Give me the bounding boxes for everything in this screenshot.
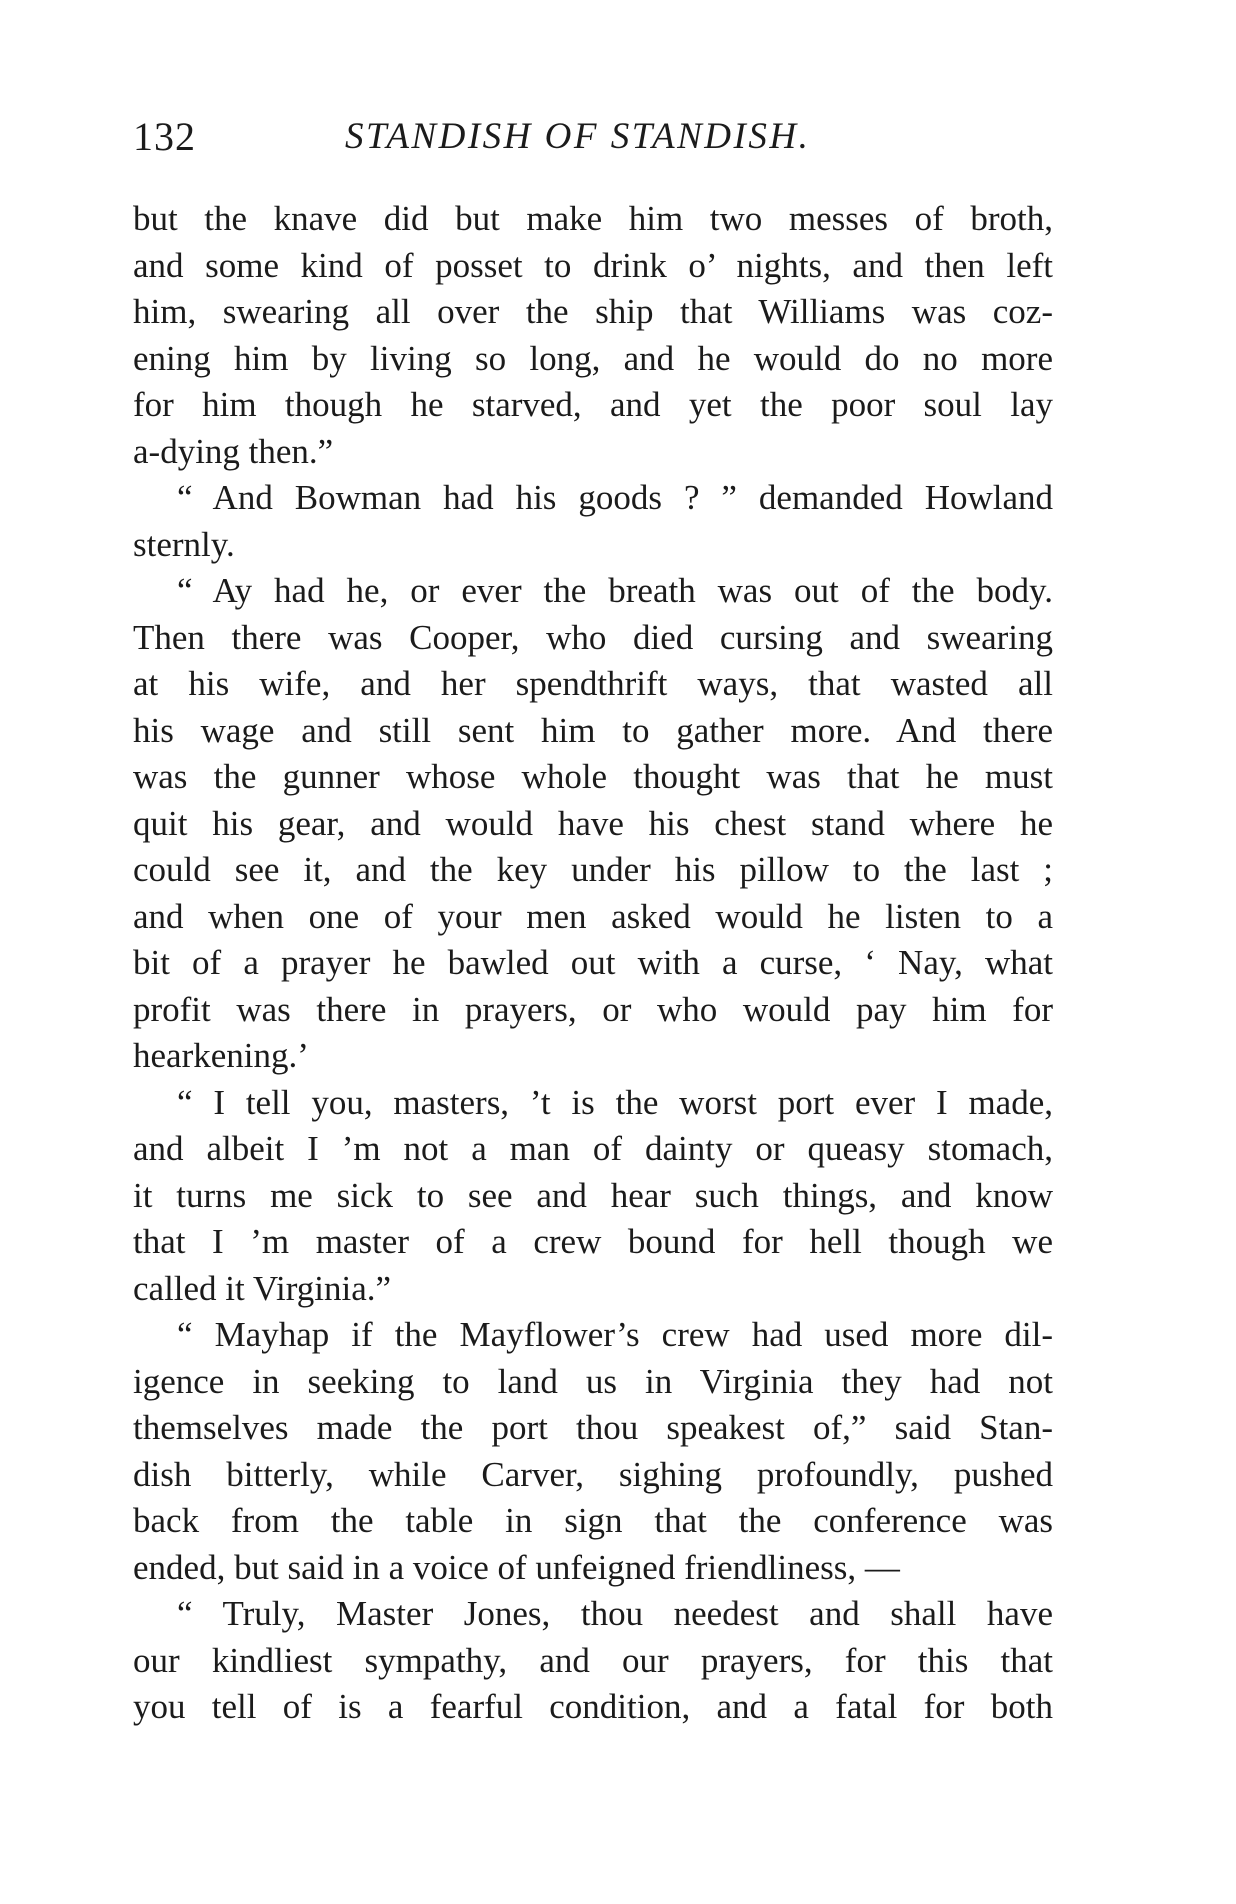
text-line: dish bitterly, while Carver, sighing profoundly, pushed [133, 1454, 1053, 1494]
text-line: ening him by living so long, and he would do no more [133, 338, 1053, 378]
text-line: that I ’m master of a crew bound for hell though we [133, 1222, 1053, 1261]
text-line: a-dying then.” [133, 431, 334, 471]
running-head [133, 112, 1057, 172]
running-title: STANDISH OF STANDISH. [345, 116, 811, 157]
text-line: him, swearing all over the ship that Williams was coz- [133, 292, 1053, 331]
text-line: could see it, and the key under his pillow to the last ; [133, 850, 1053, 889]
body-text [133, 196, 1053, 1731]
text-line: “ And Bowman had his goods ? ” demanded Howland [177, 478, 1053, 517]
text-line: was the gunner whose whole thought was that he must [133, 757, 1053, 796]
text-line: and albeit I ’m not a man of dainty or queasy stomach, [133, 1129, 1053, 1168]
text-line: themselves made the port thou speakest of,” said Stan- [133, 1408, 1053, 1447]
text-line: and some kind of posset to drink o’ nights, and then left [133, 245, 1053, 285]
text-line: “ Ay had he, or ever the breath was out of the body. [177, 571, 1053, 610]
text-line: bit of a prayer he bawled out with a curse, ‘ Nay, what [133, 943, 1053, 982]
text-line: but the knave did but make him two messes of broth, [133, 199, 1053, 238]
text-line: ended, but said in a voice of unfeigned friendliness, — [133, 1547, 900, 1587]
text-line: hearkening.’ [133, 1036, 309, 1075]
text-line: his wage and still sent him to gather more. And there [133, 710, 1053, 750]
text-line: it turns me sick to see and hear such things, and know [133, 1175, 1053, 1215]
page-number: 132 [133, 114, 196, 159]
text-line: “ Mayhap if the Mayflower’s crew had used more dil- [177, 1315, 1053, 1354]
text-line: quit his gear, and would have his chest stand where he [133, 803, 1053, 843]
text-line: at his wife, and her spendthrift ways, that wasted all [133, 664, 1053, 703]
text-line: for him though he starved, and yet the poor soul lay [133, 385, 1053, 424]
text-line: Then there was Cooper, who died cursing and swearing [133, 617, 1053, 657]
text-line: you tell of is a fearful condition, and a fatal for both [133, 1687, 1053, 1726]
text-line: igence in seeking to land us in Virginia they had not [133, 1361, 1053, 1401]
text-line: and when one of your men asked would he listen to a [133, 896, 1053, 936]
text-line: called it Virginia.” [133, 1268, 392, 1308]
text-line: “ Truly, Master Jones, thou needest and shall have [177, 1594, 1053, 1633]
text-line: sternly. [133, 524, 235, 564]
text-line: “ I tell you, masters, ’t is the worst port ever I made, [177, 1082, 1053, 1122]
text-line: back from the table in sign that the conference was [133, 1501, 1053, 1540]
text-line: profit was there in prayers, or who would pay him for [133, 989, 1053, 1029]
text-line: our kindliest sympathy, and our prayers, for this that [133, 1640, 1053, 1680]
